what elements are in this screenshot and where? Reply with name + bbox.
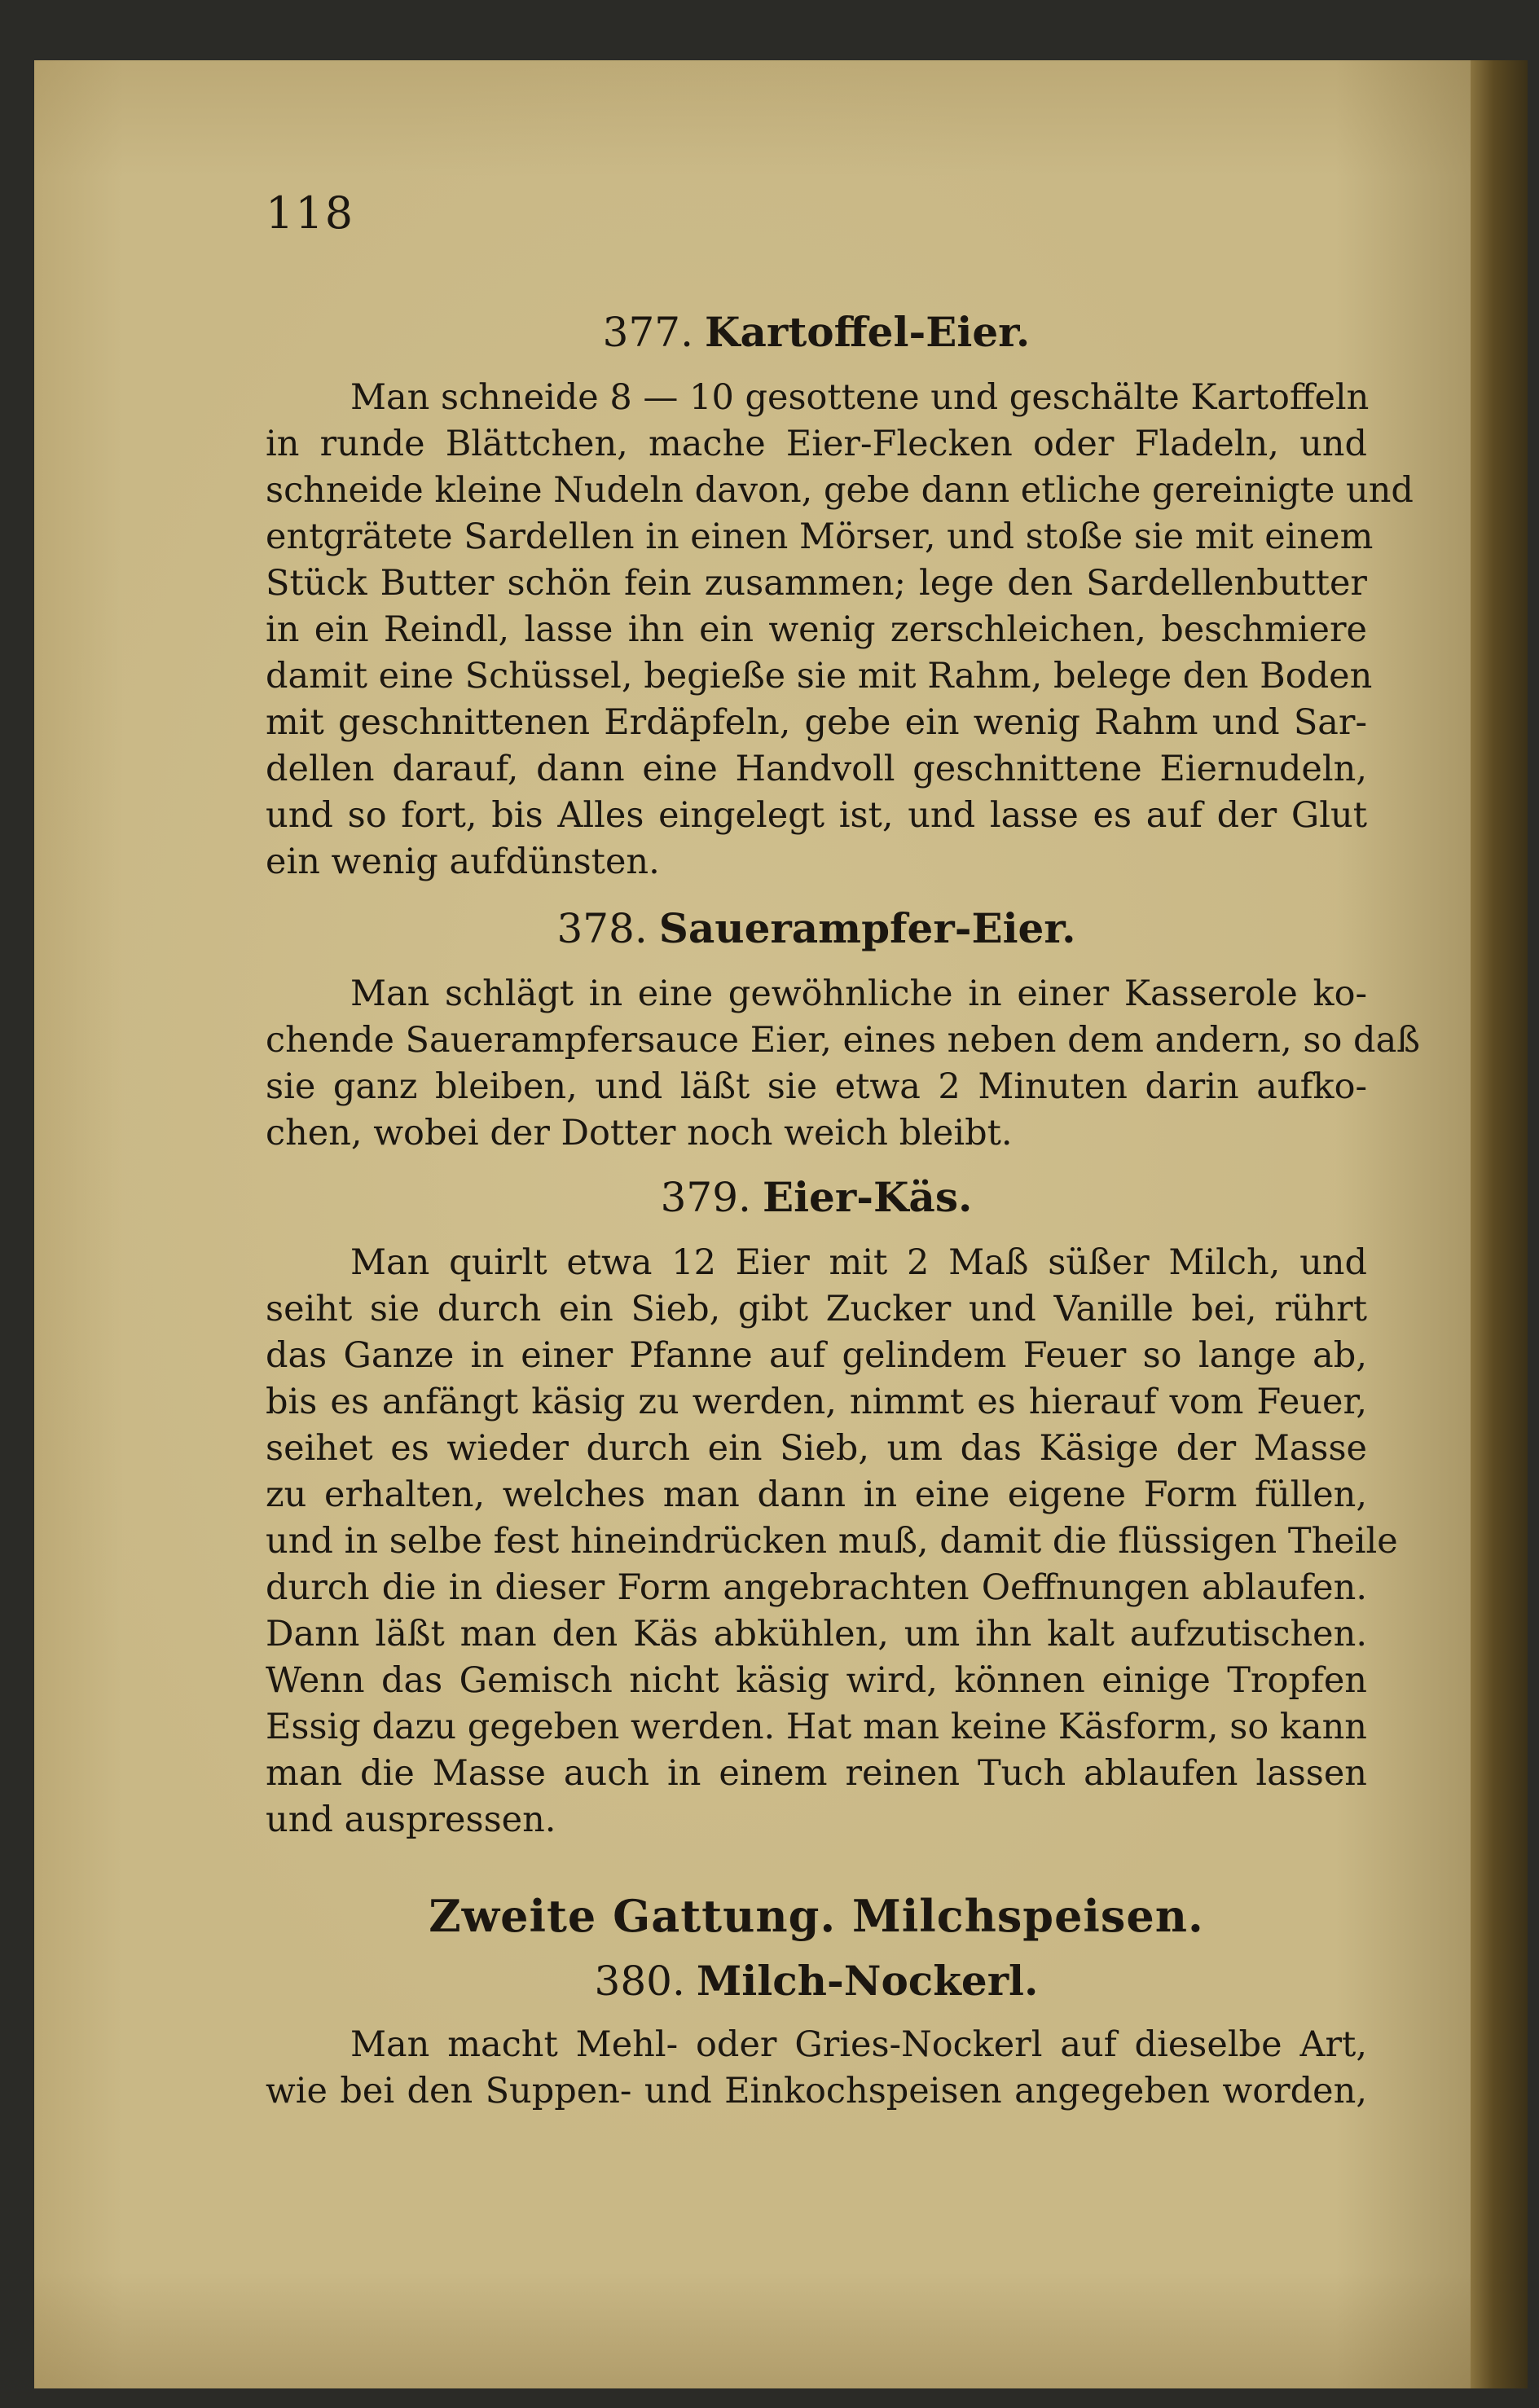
text-line: in ein Reindl, lasse ihn ein wenig zerschleichen, beschmiere — [266, 609, 1367, 650]
recipe-text — [266, 375, 1414, 885]
text-line: Stück Butter schön fein zusammen; lege den Sardellenbutter — [266, 563, 1367, 604]
page-number: 118 — [266, 187, 355, 239]
recipe-text — [266, 971, 1420, 1157]
text-line: man die Masse auch in einem reinen Tuch ablaufen lassen — [266, 1753, 1367, 1794]
text-line: sie ganz bleiben, und läßt sie etwa 2 Minuten darin aufko- — [266, 1066, 1367, 1107]
text-line: mit geschnittenen Erdäpfeln, gebe ein wenig Rahm und Sar- — [266, 702, 1367, 743]
page-edge — [1471, 60, 1528, 2388]
recipe-number: 377. — [602, 309, 693, 356]
text-line: bis es anfängt käsig zu werden, nimmt es hierauf vom Feuer, — [266, 1382, 1367, 1422]
chapter-heading: Zweite Gattung. Milchspeisen. — [429, 1890, 1204, 1942]
text-line: das Ganze in einer Pfanne auf gelindem Feuer so lange ab, — [266, 1335, 1367, 1376]
text-line: durch die in dieser Form angebrachten Oeffnungen ablaufen. — [266, 1567, 1367, 1608]
text-line: Man macht Mehl- oder Gries-Nockerl auf dieselbe Art, — [350, 2024, 1367, 2065]
text-line: und auspressen. — [266, 1799, 556, 1840]
text-line: zu erhalten, welches man dann in eine eigene Form füllen, — [266, 1474, 1367, 1515]
text-line: damit eine Schüssel, begieße sie mit Rahm, belege den Boden — [266, 656, 1373, 696]
text-line: entgrätete Sardellen in einen Mörser, und stoße sie mit einem — [266, 516, 1374, 557]
text-line: chende Sauerampfersauce Eier, eines neben dem andern, so daß — [266, 1020, 1420, 1061]
text-line: und in selbe fest hineindrücken muß, damit die flüssigen Theile — [266, 1521, 1398, 1562]
recipe-text — [266, 1240, 1398, 1843]
recipe-heading — [266, 904, 1367, 952]
recipe-heading — [266, 1173, 1367, 1221]
text-line: Man schneide 8 — 10 gesottene und geschälte Kartoffeln — [350, 377, 1370, 418]
recipe-title: Sauerampfer-Eier. — [658, 904, 1076, 952]
text-line: seiht sie durch ein Sieb, gibt Zucker und Vanille bei, rührt — [266, 1289, 1367, 1329]
recipe-title: Milch-Nockerl. — [696, 1957, 1039, 2005]
text-line: in runde Blättchen, mache Eier-Flecken oder Fladeln, und — [266, 424, 1367, 464]
text-line: Essig dazu gegeben werden. Hat man keine Käsform, so kann — [266, 1707, 1367, 1747]
recipe-heading — [266, 1957, 1367, 2005]
text-line: und so fort, bis Alles eingelegt ist, und lasse es auf der Glut — [266, 795, 1367, 836]
text-line: Man schlägt in eine gewöhnliche in einer Kasserole ko- — [350, 973, 1367, 1014]
text-line: Wenn das Gemisch nicht käsig wird, können einige Tropfen — [266, 1660, 1367, 1701]
text-line: chen, wobei der Dotter noch weich bleibt. — [266, 1113, 1013, 1153]
recipe-number: 380. — [594, 1958, 685, 2005]
recipe-number: 378. — [556, 905, 648, 952]
text-line: dellen darauf, dann eine Handvoll geschnittene Eiernudeln, — [266, 749, 1367, 789]
recipe-text — [266, 2022, 1367, 2115]
text-line: wie bei den Suppen- und Einkochspeisen angegeben worden, — [266, 2071, 1367, 2111]
recipe-title: Kartoffel-Eier. — [705, 308, 1031, 356]
text-line: schneide kleine Nudeln davon, gebe dann etliche gereinigte und — [266, 470, 1414, 511]
recipe-title: Eier-Käs. — [762, 1173, 973, 1221]
text-line: Dann läßt man den Käs abkühlen, um ihn kalt aufzutischen. — [266, 1614, 1367, 1654]
recipe-heading — [266, 308, 1367, 356]
text-line: Man quirlt etwa 12 Eier mit 2 Maß süßer Milch, und — [350, 1242, 1367, 1283]
text-line: ein wenig aufdünsten. — [266, 841, 660, 882]
recipe-number: 379. — [660, 1174, 751, 1221]
text-line: seihet es wieder durch ein Sieb, um das Käsige der Masse — [266, 1428, 1367, 1469]
